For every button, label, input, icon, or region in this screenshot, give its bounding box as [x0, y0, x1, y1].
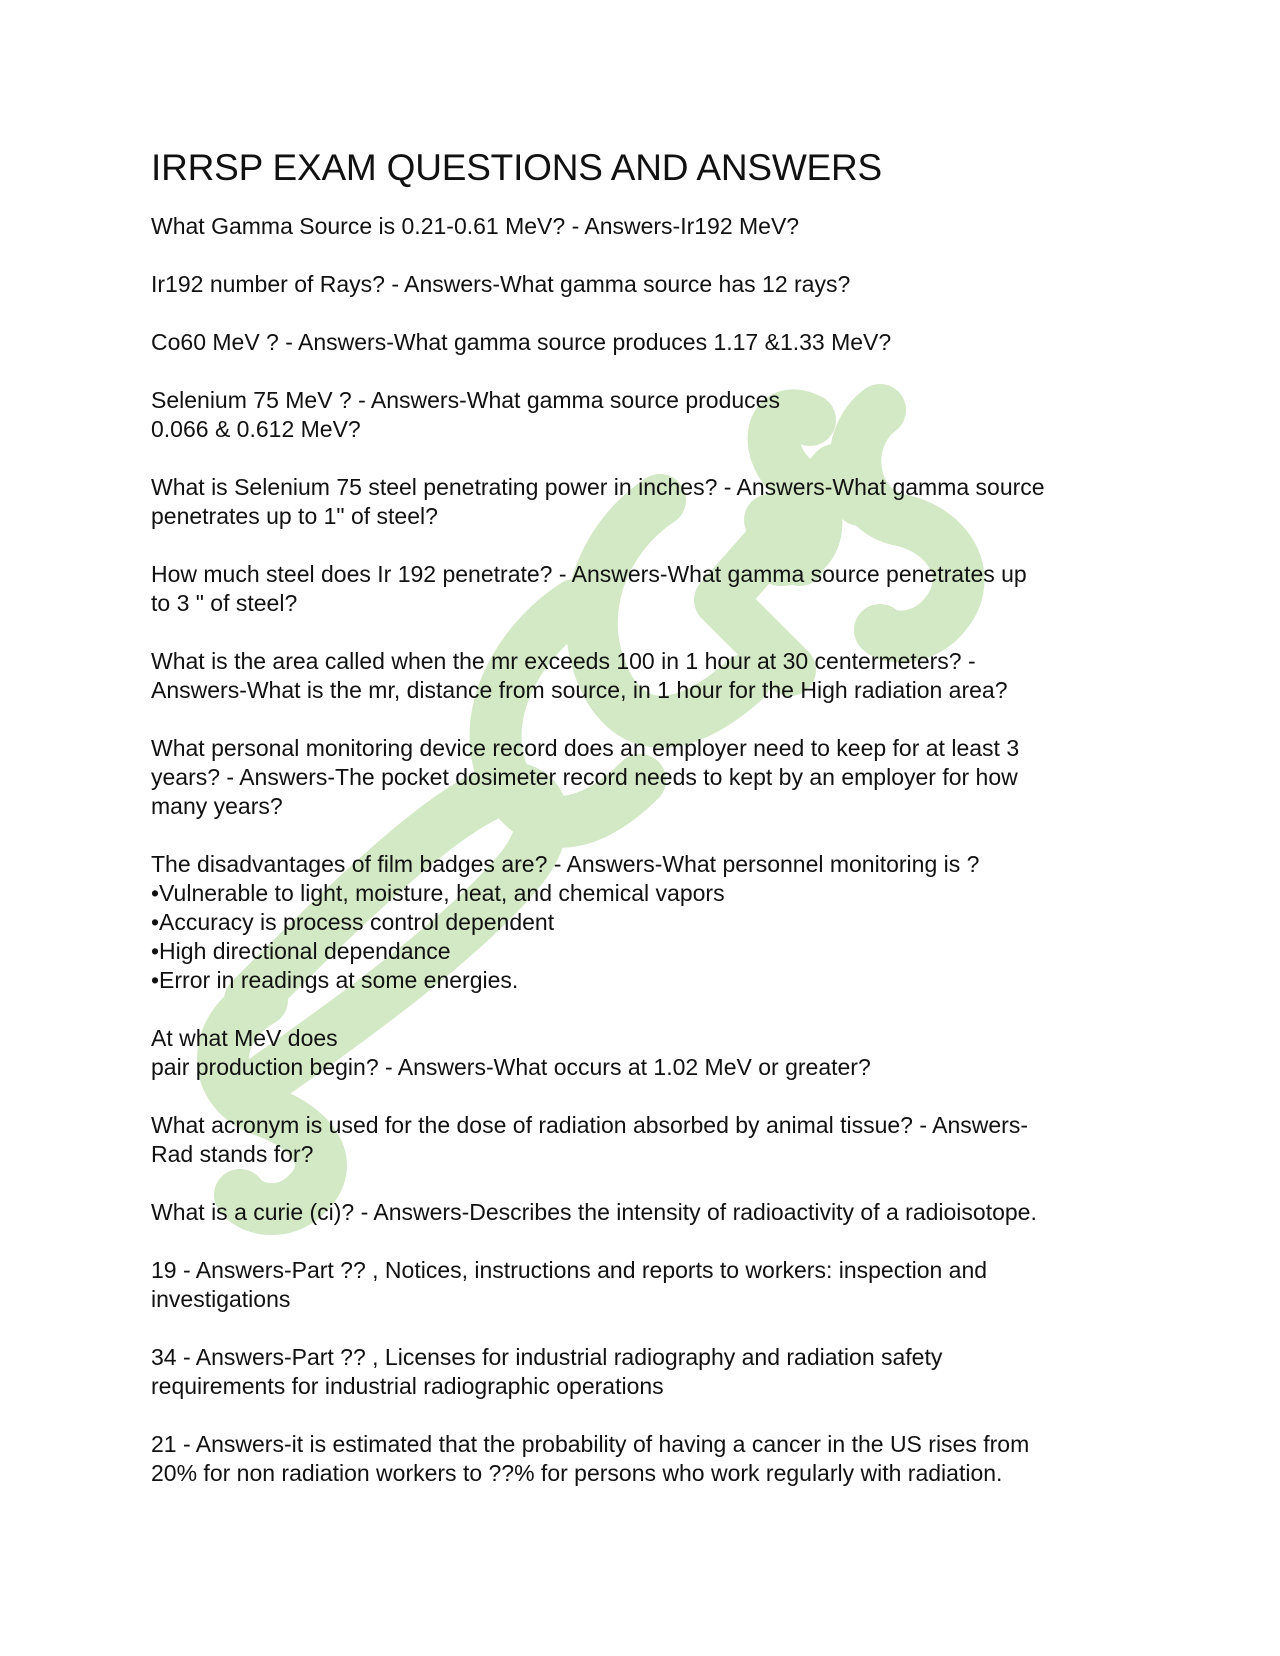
qa-line: 20% for non radiation workers to ??% for persons who work regularly with radiation.	[151, 1460, 1003, 1486]
qa-line: What is Selenium 75 steel penetrating power in inches? - Answers-What gamma source	[151, 474, 1045, 500]
qa-line: The disadvantages of film badges are? - Answers-What personnel monitoring is ?	[151, 851, 980, 877]
qa-entry	[151, 1024, 1151, 1082]
qa-line: What acronym is used for the dose of radiation absorbed by animal tissue? - Answers-	[151, 1112, 1028, 1138]
qa-entry	[151, 270, 1151, 299]
qa-line: •Error in readings at some energies.	[151, 967, 519, 993]
qa-entry	[151, 1256, 1151, 1314]
qa-entry	[151, 1198, 1151, 1227]
qa-line: pair production begin? - Answers-What occurs at 1.02 MeV or greater?	[151, 1054, 871, 1080]
qa-entry	[151, 734, 1151, 821]
qa-line: •Accuracy is process control dependent	[151, 909, 555, 935]
qa-line: requirements for industrial radiographic operations	[151, 1373, 664, 1399]
qa-line: Co60 MeV ? - Answers-What gamma source produces 1.17 &1.33 MeV?	[151, 329, 892, 355]
qa-line: Rad stands for?	[151, 1141, 314, 1167]
qa-line: years? - Answers-The pocket dosimeter record needs to kept by an employer for how	[151, 764, 1018, 790]
qa-line: to 3 " of steel?	[151, 590, 298, 616]
qa-entry	[151, 328, 1151, 357]
qa-entry	[151, 1111, 1151, 1169]
qa-entry	[151, 1430, 1151, 1488]
qa-entry	[151, 386, 1151, 444]
document-body	[151, 146, 1151, 1517]
qa-line: What personal monitoring device record does an employer need to keep for at least 3	[151, 735, 1020, 761]
qa-line: 0.066 & 0.612 MeV?	[151, 416, 361, 442]
qa-entry	[151, 212, 1151, 241]
qa-entry	[151, 850, 1151, 995]
qa-line: •High directional dependance	[151, 938, 451, 964]
qa-line: 21 - Answers-it is estimated that the probability of having a cancer in the US rises from	[151, 1431, 1030, 1457]
qa-entry	[151, 560, 1151, 618]
qa-list	[151, 212, 1151, 1488]
qa-line: What is a curie (ci)? - Answers-Describes the intensity of radioactivity of a radioisotope.	[151, 1199, 1037, 1225]
qa-line: What is the area called when the mr exceeds 100 in 1 hour at 30 centermeters? -	[151, 648, 976, 674]
qa-line: investigations	[151, 1286, 291, 1312]
qa-line: Ir192 number of Rays? - Answers-What gamma source has 12 rays?	[151, 271, 851, 297]
qa-line: penetrates up to 1" of steel?	[151, 503, 438, 529]
qa-line: •Vulnerable to light, moisture, heat, and chemical vapors	[151, 880, 725, 906]
qa-line: What Gamma Source is 0.21-0.61 MeV? - Answers-Ir192 MeV?	[151, 213, 800, 239]
qa-entry	[151, 647, 1151, 705]
qa-line: Answers-What is the mr, distance from source, in 1 hour for the High radiation area?	[151, 677, 1008, 703]
qa-line: 34 - Answers-Part ?? , Licenses for industrial radiography and radiation safety	[151, 1344, 943, 1370]
qa-line: many years?	[151, 793, 283, 819]
qa-entry	[151, 473, 1151, 531]
qa-line: Selenium 75 MeV ? - Answers-What gamma source produces	[151, 387, 780, 413]
qa-line: How much steel does Ir 192 penetrate? - Answers-What gamma source penetrates up	[151, 561, 1027, 587]
qa-entry	[151, 1343, 1151, 1401]
qa-line: 19 - Answers-Part ?? , Notices, instructions and reports to workers: inspection and	[151, 1257, 988, 1283]
qa-line: At what MeV does	[151, 1025, 338, 1051]
document-title: IRRSP EXAM QUESTIONS AND ANSWERS	[151, 147, 883, 188]
